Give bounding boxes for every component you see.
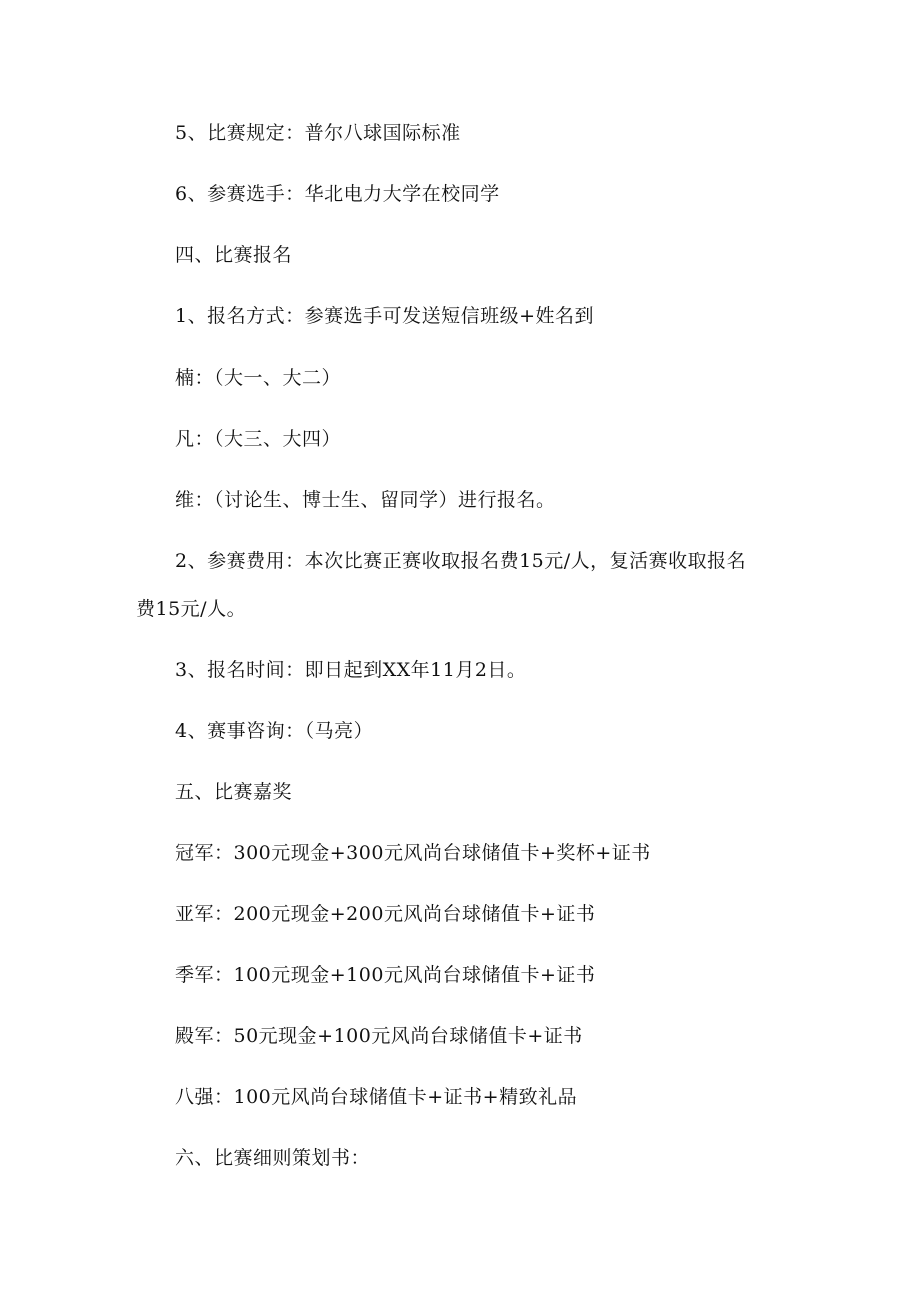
award-runner-up-line: 亚军：200元现金+200元风尚台球储值卡+证书 (175, 903, 596, 925)
award-third-place-line: 季军：100元现金+100元风尚台球储值卡+证书 (175, 964, 596, 986)
contact-wei-line: 维：（讨论生、博士生、留同学）进行报名。 (175, 489, 556, 511)
section-heading-rules: 六、比赛细则策划书： (175, 1147, 371, 1169)
section-heading-awards: 五、比赛嘉奖 (175, 781, 293, 803)
entry-fee-continuation-line: 费15元/人。 (136, 598, 247, 620)
award-champion-line: 冠军：300元现金+300元风尚台球储值卡+奖杯+证书 (175, 842, 651, 864)
contact-fan-line: 凡：（大三、大四） (175, 428, 342, 450)
rule-standard-line: 5、比赛规定：普尔八球国际标准 (175, 122, 461, 144)
participants-line: 6、参赛选手：华北电力大学在校同学 (175, 183, 500, 205)
award-fourth-place-line: 殿军：50元现金+100元风尚台球储值卡+证书 (175, 1025, 583, 1047)
section-heading-registration: 四、比赛报名 (175, 244, 293, 266)
award-top-eight-line: 八强：100元风尚台球储值卡+证书+精致礼品 (175, 1086, 578, 1108)
contact-nan-line: 楠：（大一、大二） (175, 367, 342, 389)
registration-method-line: 1、报名方式：参赛选手可发送短信班级+姓名到 (175, 305, 595, 327)
entry-fee-line: 2、参赛费用：本次比赛正赛收取报名费15元/人，复活赛收取报名 (175, 550, 747, 572)
registration-deadline-line: 3、报名时间：即日起到XX年11月2日。 (175, 659, 527, 681)
inquiry-line: 4、赛事咨询：（马亮） (175, 720, 374, 742)
